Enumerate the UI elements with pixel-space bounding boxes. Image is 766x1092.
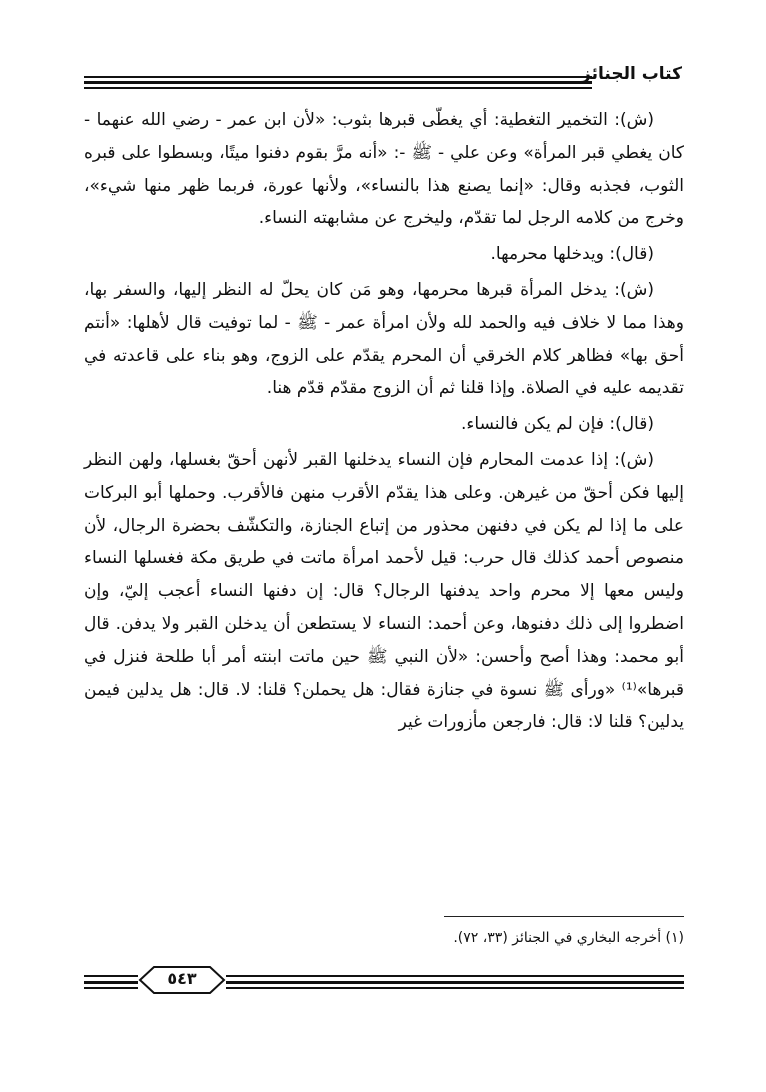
paragraph: (ش): التخمير التغطية: أي يغطّى قبرها بثوب: «لأن ابن عمر - رضي الله عنهما - كان يغطي قبر المرأة» وعن علي - ﷺ -: «أنه مرَّ بقوم دفنوا ميتًا، وبسطوا على قبره الثوب، فجذبه وقال: «إنما يصنع هذا بالنساء»، ولأنها عورة، فربما ظهر منها شيء»، وخرج من كلامه الرجل لما تقدّم، وليخرج عن مشابهته النساء. (84, 110, 684, 229)
header-rule (84, 87, 592, 89)
running-header-title: كتاب الجنائز (581, 64, 682, 84)
footer-rule (226, 981, 684, 984)
footnote: (١) أخرجه البخاري في الجنائز (٣٣، ٧٢). (453, 930, 684, 946)
footer-rule (84, 987, 138, 989)
footer-rule (226, 975, 684, 977)
page-number: ٥٤٣ (167, 969, 197, 988)
footer-rule (226, 987, 684, 989)
paragraph: (قال): فإن لم يكن فالنساء. (461, 414, 654, 435)
footer-rule (84, 981, 138, 984)
paragraph: (قال): ويدخلها محرمها. (490, 244, 654, 265)
footnote-separator (444, 916, 684, 917)
header-rule (84, 76, 592, 78)
paragraph: (ش): يدخل المرأة قبرها محرمها، وهو مَن كان يحلّ له النظر إليها، والسفر بها، وهذا مما لا خلاف فيه والحمد لله ولأن امرأة عمر - ﷺ - لما توفيت قال لأهلها: «أنتم أحق بها» فظاهر كلام الخرقي أن المحرم يقدّم على الزوج، وهو بناء على قاعدته في تقديمه عليه في الصلاة. وإذا قلنا ثم أن الزوج مقدّم قدّم هنا. (84, 279, 684, 399)
footer-rule (84, 975, 138, 977)
main-text (84, 104, 684, 739)
header-rule (84, 81, 592, 84)
paragraph: (ش): إذا عدمت المحارم فإن النساء يدخلنها القبر لأنهن أحقّ بغسلها، ولهن النظر إليها فكن أحقّ من غيرهن. وعلى هذا يقدّم الأقرب منهن فالأقرب. وحملها أبو البركات على ما إذا لم يكن في دفنهن محذور من إتباع الجنازة، والتكشّف بحضرة الرجال، لأن منصوص أحمد كذلك قال حرب: قيل لأحمد امرأة ماتت في طريق مكة فغسلها النساء وليس معها إلا محرم واحد يدفنها الرجال؟ قال: إن دفنها النساء أعجب إليّ، وإن اضطروا إلى ذلك دفنوها، وعن أحمد: النساء لا يستطعن أن يدخلن القبر ولا يدفن. قال أبو محمد: وهذا أصح وأحسن: «لأن النبي ﷺ حين ماتت ابنته أمر أبا طلحة فنزل في قبرها»⁽¹⁾ «ورأى ﷺ نسوة في جنازة فقال: هل يحملن؟ قلنا: لا. قال: هل يدلين فيمن يدلين؟ قلنا لا: قال: فارجعن مأزورات غير (84, 449, 684, 733)
